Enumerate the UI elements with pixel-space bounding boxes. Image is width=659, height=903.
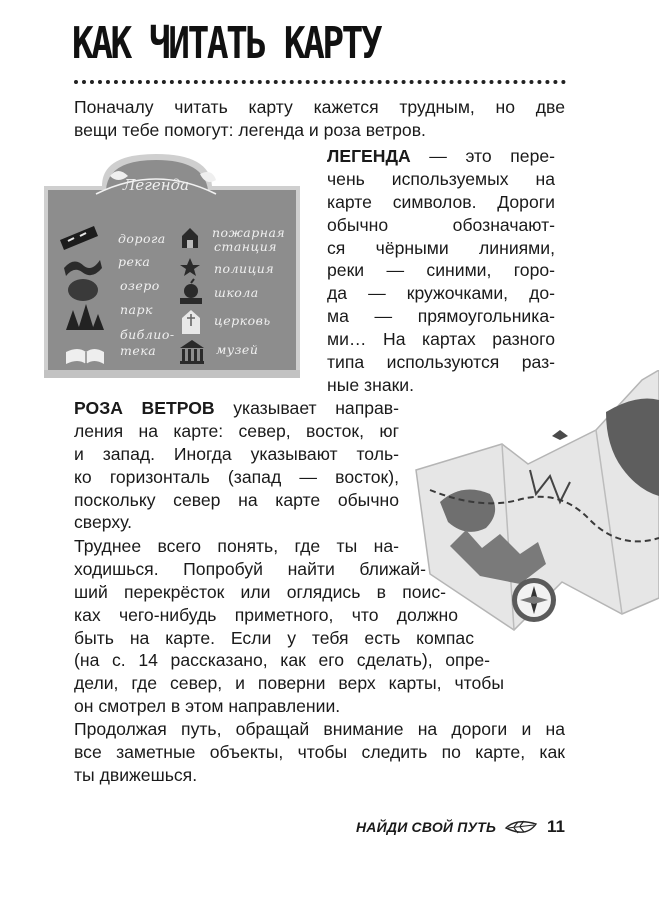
- legend-label-library-cont: тека: [120, 343, 157, 358]
- legend-label-school: школа: [214, 285, 259, 300]
- compass-first-line-rest: указывает направ-: [214, 398, 399, 418]
- legend-line: реки — синими, горо-: [327, 260, 555, 281]
- legend-label-river: река: [118, 254, 151, 269]
- legend-line: ся чёрными линиями,: [327, 237, 555, 258]
- leaf-icon: [504, 818, 538, 838]
- legend-label-fire-station-cont: станция: [214, 239, 278, 254]
- intro-line: Поначалу читать карту кажется трудным, но две: [74, 97, 565, 117]
- bird-icon: [552, 430, 568, 440]
- legend-term: ЛЕГЕНДА: [327, 146, 411, 166]
- legend-card: [40, 152, 308, 380]
- legend-line: карте символов. Дороги: [327, 191, 555, 212]
- legend-label-museum: музей: [216, 342, 259, 357]
- location-line: ходишься. Попробуй найти ближай-: [74, 558, 426, 579]
- final-line: ты движешься.: [74, 764, 198, 785]
- legend-line: ные знаки.: [327, 374, 415, 395]
- legend-paragraph: [327, 145, 555, 397]
- legend-label-park: парк: [120, 302, 153, 317]
- location-line: быть на карте. Если у тебя есть компас: [74, 627, 474, 648]
- legend-line: обычно обозначают-: [327, 214, 555, 235]
- location-line: ках чего-нибудь приметного, что должно: [74, 604, 458, 625]
- legend-label-fire-station: пожарная: [212, 225, 286, 240]
- legend-line: ми… На картах разного: [327, 329, 555, 350]
- location-line: (на с. 14 рассказано, как его сделать), опре-: [74, 650, 490, 671]
- legend-line: да — кружочками, до-: [327, 283, 555, 304]
- legend-label-lake: озеро: [120, 278, 160, 293]
- lake-icon: [68, 279, 98, 301]
- legend-label-church: церковь: [214, 313, 271, 328]
- location-paragraph: [74, 535, 504, 718]
- legend-label-library: библио-: [120, 327, 175, 342]
- legend-label-road: дорога: [118, 231, 166, 246]
- compass-line: поскольку север на карте обычно: [74, 489, 399, 510]
- intro-paragraph: [74, 96, 565, 142]
- legend-line: типа используются раз-: [327, 352, 555, 373]
- location-line: дели, где север, и поверни верх карты, чтобы: [74, 673, 504, 694]
- intro-line: вещи тебе помогут: легенда и роза ветров.: [74, 119, 426, 140]
- location-line: он смотрел в этом направлении.: [74, 696, 341, 717]
- compass-line: ления на карте: север, восток, юг: [74, 420, 399, 441]
- legend-label-police: полиция: [214, 261, 275, 276]
- location-line: ший перекрёсток или оглядись в поис-: [74, 581, 446, 602]
- page-number: 11: [547, 817, 565, 836]
- compass-icon: [512, 578, 556, 622]
- final-line: Продолжая путь, обращай внимание на дороги и на: [74, 719, 565, 739]
- compass-line: ко горизонталь (запад — восток),: [74, 466, 399, 487]
- page-title: КАК ЧИТАТЬ КАРТУ: [72, 18, 381, 69]
- compass-line: и запад. Иногда указывают толь-: [74, 443, 399, 464]
- location-line: Труднее всего понять, где ты на-: [74, 536, 399, 556]
- section-title: НАЙДИ СВОЙ ПУТЬ: [356, 819, 497, 835]
- legend-card-title: Легенда: [122, 176, 190, 194]
- compass-rose-term: РОЗА ВЕТРОВ: [74, 398, 215, 418]
- final-line: все заметные объекты, чтобы следить по карте, как: [74, 741, 565, 762]
- compass-rose-paragraph: [74, 397, 399, 534]
- final-paragraph: [74, 718, 565, 787]
- legend-line: чень используемых на: [327, 168, 555, 189]
- legend-line: ма — прямоугольника-: [327, 306, 555, 327]
- compass-line: сверху.: [74, 512, 133, 533]
- legend-first-line-rest: — это пере-: [410, 146, 555, 166]
- dotted-divider: [74, 80, 566, 84]
